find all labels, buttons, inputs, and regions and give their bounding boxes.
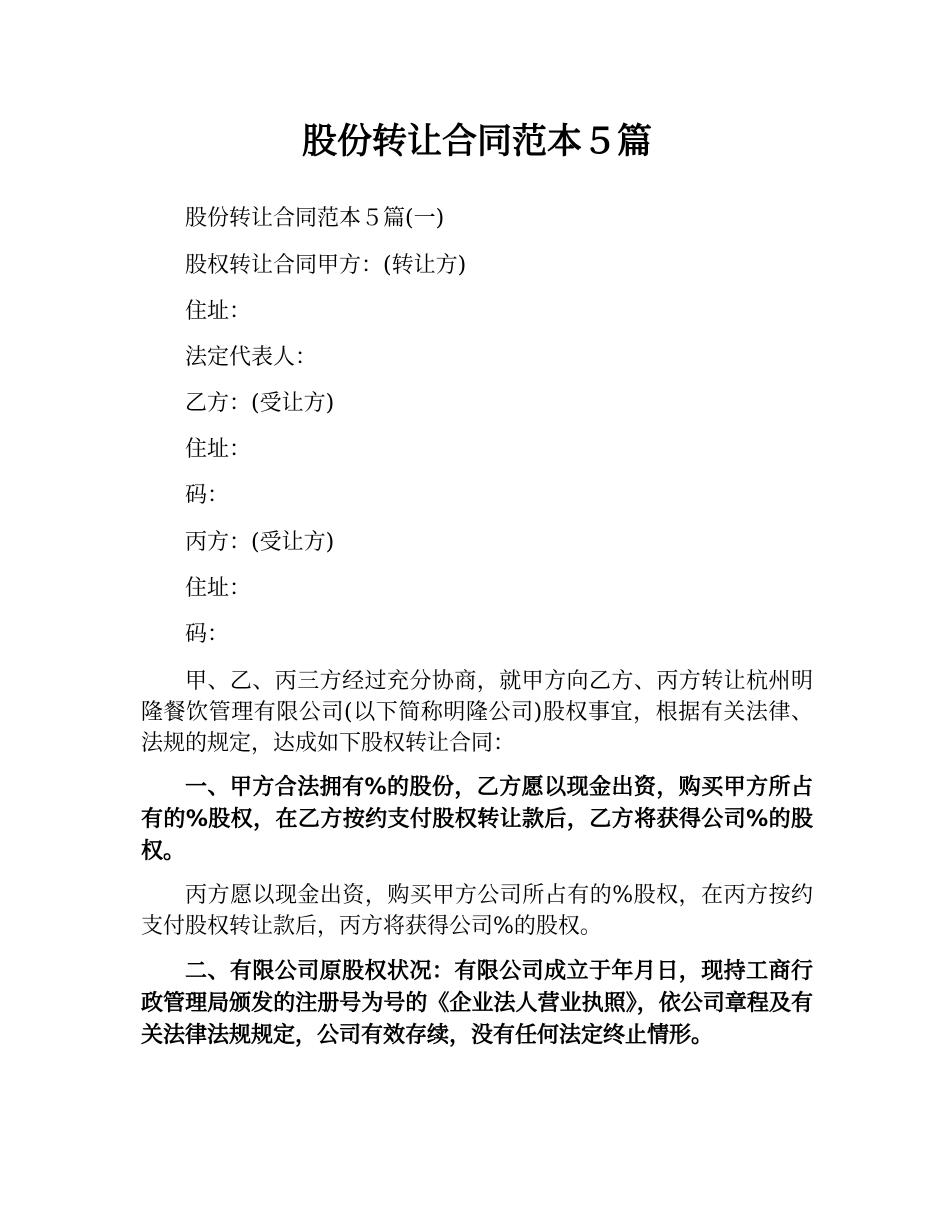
intro-paragraph: 甲、乙、丙三方经过充分协商，就甲方向乙方、丙方转让杭州明隆餐饮管理有限公司(以下简称明隆公司)股权事宜，根据有关法律、法规的规定，达成如下股权转让合同： bbox=[141, 669, 813, 756]
party-c-address: 住址： bbox=[185, 576, 252, 601]
party-b-code: 码： bbox=[185, 483, 230, 508]
party-a-line: 股权转让合同甲方：(转让方) bbox=[185, 253, 467, 278]
party-b-line: 乙方：(受让方) bbox=[185, 391, 335, 416]
subtitle-line: 股份转让合同范本５篇(一) bbox=[185, 206, 445, 231]
party-b-address: 住址： bbox=[185, 437, 252, 462]
party-c-line: 丙方：(受让方) bbox=[185, 530, 335, 555]
party-c-code: 码： bbox=[185, 622, 230, 647]
legal-representative: 法定代表人： bbox=[185, 345, 318, 370]
party-c-purchase-paragraph: 丙方愿以现金出资，购买甲方公司所占有的%股权，在丙方按约支付股权转让款后，丙方将获得公司%的股权。 bbox=[141, 883, 813, 939]
document-title: 股份转让合同范本５篇 bbox=[301, 122, 652, 162]
clause-two-paragraph: 二、有限公司原股权状况：有限公司成立于年月日，现持工商行政管理局颁发的注册号为号的《企业法人营业执照》，依公司章程及有关法律法规规定，公司有效存续，没有任何法定终止情形。 bbox=[141, 959, 813, 1048]
clause-one-paragraph: 一、甲方合法拥有%的股份，乙方愿以现金出资，购买甲方所占有的%股权，在乙方按约支付股权转让款后，乙方将获得公司%的股权。 bbox=[141, 775, 813, 864]
party-a-address: 住址： bbox=[185, 299, 252, 324]
